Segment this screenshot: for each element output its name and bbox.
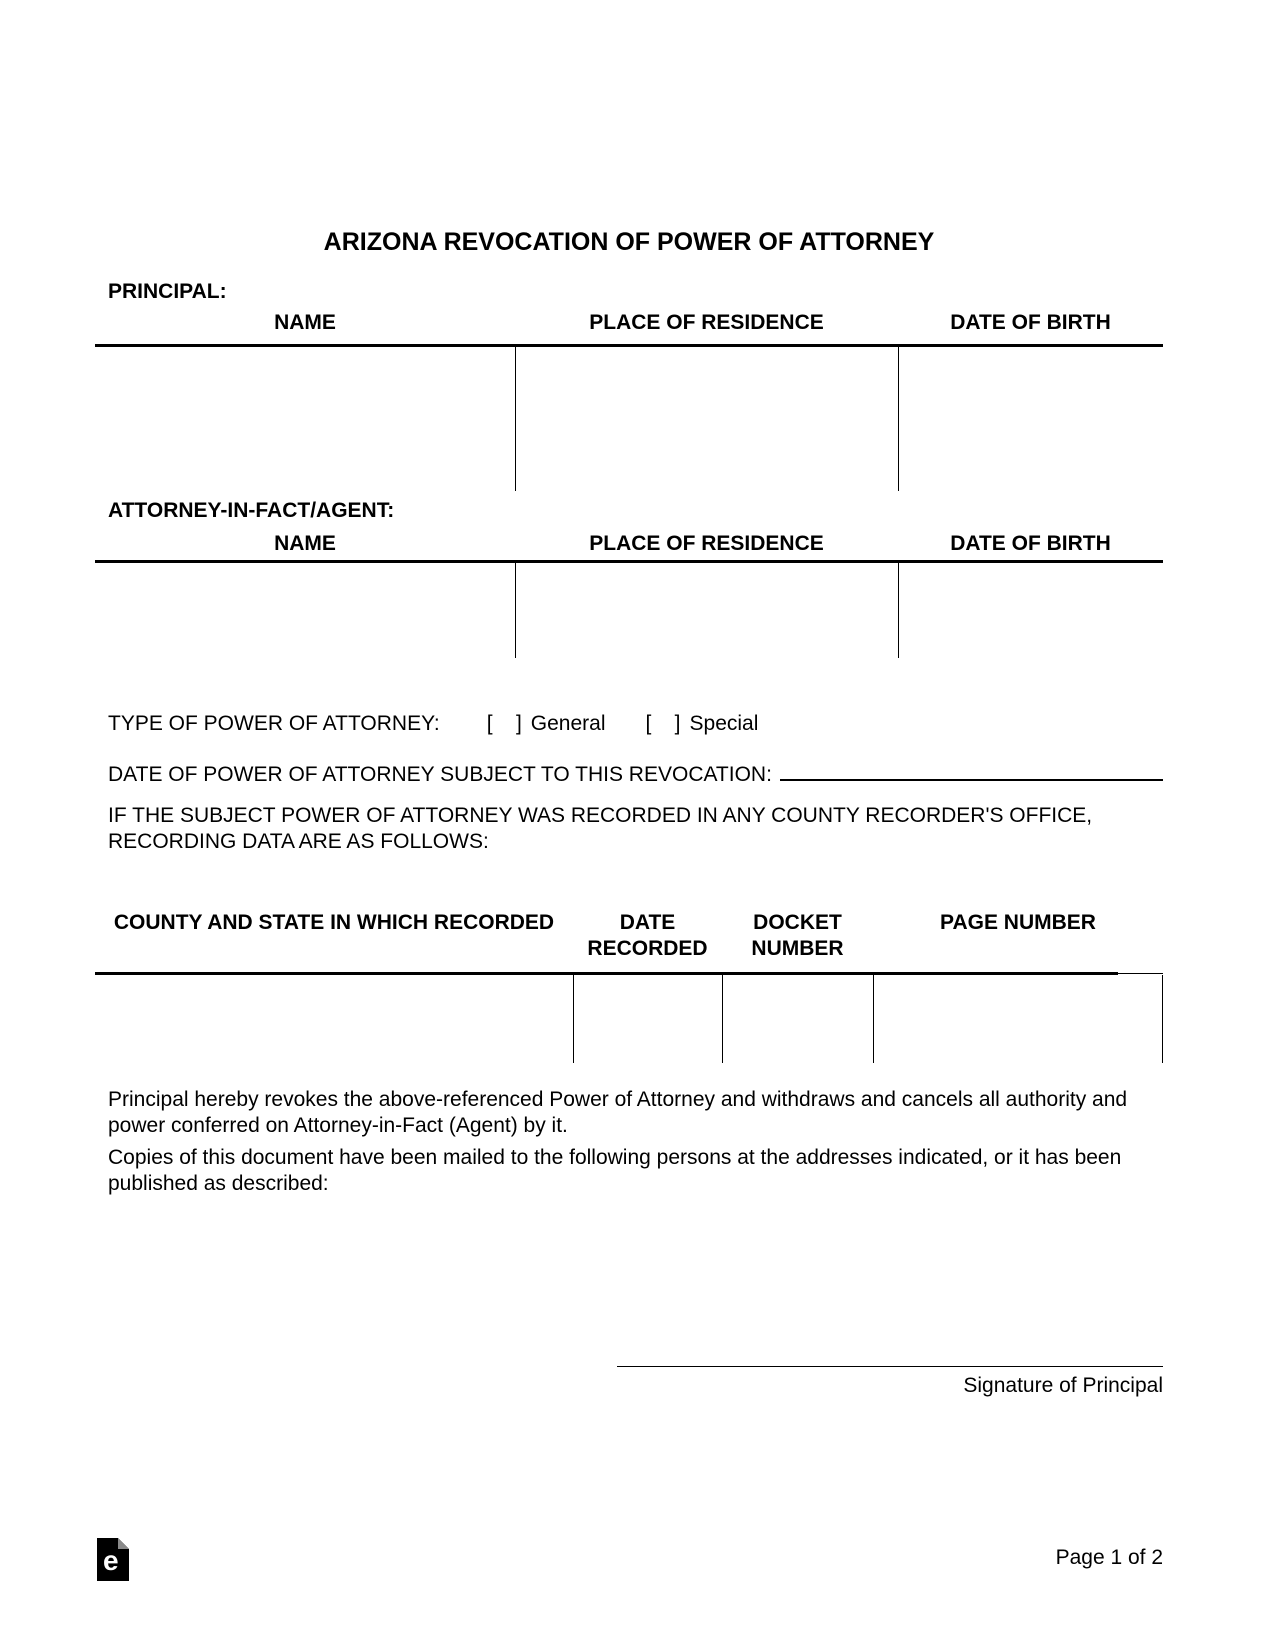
- recording-note-line: IF THE SUBJECT POWER OF ATTORNEY WAS RECORDED IN ANY COUNTY RECORDER'S OFFICE,: [108, 804, 1093, 827]
- form-title: ARIZONA REVOCATION OF POWER OF ATTORNEY: [323, 228, 935, 256]
- column-header-residence: PLACE OF RESIDENCE: [589, 311, 824, 334]
- column-header-date-recorded: DATE RECORDED: [587, 911, 708, 960]
- checkbox-special-box[interactable]: [ ]: [645, 712, 681, 735]
- principal-dob-cell[interactable]: [899, 347, 1163, 491]
- recording-table-body: [95, 975, 1163, 1063]
- recording-date-cell[interactable]: [574, 975, 722, 1063]
- principal-residence-cell[interactable]: [516, 347, 898, 491]
- signature-label: Signature of Principal: [963, 1374, 1163, 1397]
- checkbox-general-label: General: [530, 712, 606, 735]
- agent-residence-cell[interactable]: [516, 563, 898, 658]
- principal-name-cell[interactable]: [95, 347, 515, 491]
- checkbox-general-box[interactable]: [ ]: [486, 712, 522, 735]
- principal-section-label: PRINCIPAL:: [108, 280, 227, 303]
- principal-table-header: [95, 310, 1163, 336]
- principal-table: [95, 310, 1163, 491]
- column-header-page-number: PAGE NUMBER: [940, 911, 1096, 934]
- table-right-border: [1162, 975, 1163, 1063]
- signature-line[interactable]: [617, 1365, 1163, 1367]
- column-header-county-state: COUNTY AND STATE IN WHICH RECORDED: [113, 911, 555, 934]
- revocation-paragraph: [108, 1087, 1163, 1139]
- agent-table-header: [95, 531, 1163, 557]
- agent-section-label: ATTORNEY-IN-FACT/AGENT:: [108, 499, 395, 522]
- agent-name-cell[interactable]: [95, 563, 515, 658]
- checkbox-special-label: Special: [689, 712, 759, 735]
- checkbox-general[interactable]: [487, 712, 606, 736]
- date-poa-line: [108, 755, 1163, 787]
- logo-letter: e: [103, 1545, 119, 1576]
- copies-paragraph-line: Copies of this document have been mailed to the following persons at the addresses indicated, or it has been: [108, 1146, 1122, 1169]
- recording-note-line: RECORDING DATA ARE AS FOLLOWS:: [108, 830, 489, 853]
- recording-page-number-cell[interactable]: [874, 975, 1162, 1063]
- recording-table: [95, 910, 1163, 1063]
- recording-note: [108, 803, 1163, 855]
- column-header-name: NAME: [274, 532, 336, 555]
- type-poa-label: TYPE OF POWER OF ATTORNEY:: [108, 712, 440, 735]
- date-poa-label: DATE OF POWER OF ATTORNEY SUBJECT TO THIS REVOCATION:: [108, 763, 772, 786]
- checkbox-special[interactable]: [646, 712, 759, 736]
- recording-county-state-cell[interactable]: [95, 975, 573, 1063]
- column-header-dob: DATE OF BIRTH: [950, 311, 1111, 334]
- column-header-name: NAME: [274, 311, 336, 334]
- column-header-dob: DATE OF BIRTH: [950, 532, 1111, 555]
- type-poa-line: [108, 712, 1163, 736]
- column-header-residence: PLACE OF RESIDENCE: [589, 532, 824, 555]
- revocation-paragraph-line: Principal hereby revokes the above-referenced Power of Attorney and withdraws and cancels all authority and: [108, 1088, 1128, 1111]
- column-header-docket-number: DOCKET NUMBER: [751, 911, 844, 960]
- agent-dob-cell[interactable]: [899, 563, 1163, 658]
- date-poa-input-line[interactable]: [780, 755, 1163, 781]
- principal-table-body: [95, 347, 1163, 491]
- recording-docket-cell[interactable]: [723, 975, 873, 1063]
- revocation-paragraph-line: power conferred on Attorney-in-Fact (Agent) by it.: [108, 1114, 568, 1137]
- agent-table: [95, 531, 1163, 658]
- recording-table-header: [95, 910, 1163, 962]
- page-number: Page 1 of 2: [1055, 1546, 1163, 1569]
- copies-paragraph: [108, 1145, 1163, 1197]
- agent-table-body: [95, 563, 1163, 658]
- copies-paragraph-line: published as described:: [108, 1172, 329, 1195]
